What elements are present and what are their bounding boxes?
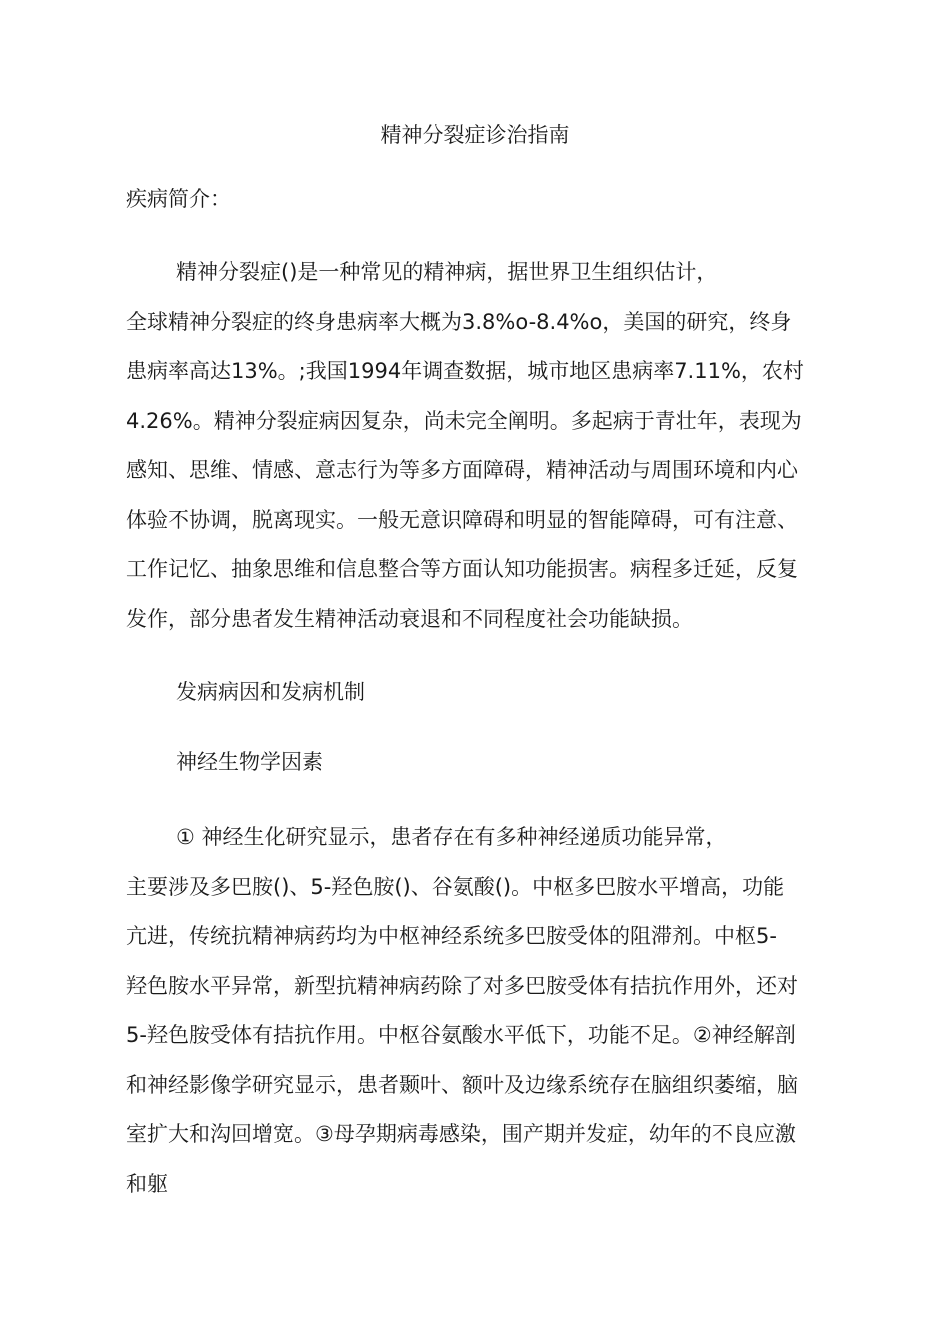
paragraph-line: 5-羟色胺受体有拮抗作用。中枢谷氨酸水平低下，功能不足。②神经解剖 (126, 1023, 796, 1047)
paragraph-line: ① 神经生化研究显示，患者存在有多种神经递质功能异常， (176, 825, 727, 849)
paragraph-line: 精神分裂症()是一种常见的精神病，据世界卫生组织估计， (176, 260, 718, 284)
section-heading-cause: 发病病因和发病机制 (176, 680, 365, 704)
section-heading-neurobiology: 神经生物学因素 (176, 750, 323, 774)
paragraph-line: 和神经影像学研究显示，患者颞叶、额叶及边缘系统存在脑组织萎缩，脑 (126, 1072, 798, 1097)
paragraph-line: 患病率高达13%。;我国1994年调查数据，城市地区患病率7.11%，农村 (126, 359, 804, 383)
paragraph-line: 感知、思维、情感、意志行为等多方面障碍，精神活动与周围环境和内心 (126, 458, 798, 482)
paragraph-line: 4.26%。精神分裂症病因复杂，尚未完全阐明。多起病于青壮年，表现为 (126, 408, 802, 433)
neurobiology-paragraph (126, 813, 842, 1209)
document-title: 精神分裂症诊治指南 (380, 123, 570, 147)
paragraph-line: 体验不协调，脱离现实。一般无意识障碍和明显的智能障碍，可有注意、 (126, 507, 798, 532)
paragraph-line: 发作，部分患者发生精神活动衰退和不同程度社会功能缺损。 (126, 606, 693, 631)
paragraph-line: 工作记忆、抽象思维和信息整合等方面认知功能损害。病程多迁延，反复 (126, 557, 798, 581)
paragraph-line: 亢进，传统抗精神病药均为中枢神经系统多巴胺受体的阻滞剂。中枢5- (126, 924, 777, 948)
paragraph-line: 主要涉及多巴胺()、5-羟色胺()、谷氨酸()。中枢多巴胺水平增高，功能 (126, 874, 785, 899)
paragraph-line: 羟色胺水平异常，新型抗精神病药除了对多巴胺受体有拮抗作用外，还对 (126, 973, 798, 998)
section-heading-intro: 疾病简介： (126, 187, 231, 211)
paragraph-line: 和躯 (126, 1171, 168, 1196)
intro-paragraph (126, 248, 842, 644)
paragraph-line: 室扩大和沟回增宽。③母孕期病毒感染，围产期并发症，幼年的不良应激 (126, 1122, 796, 1146)
paragraph-line: 全球精神分裂症的终身患病率大概为3.8%o-8.4%o，美国的研究，终身 (126, 309, 792, 334)
